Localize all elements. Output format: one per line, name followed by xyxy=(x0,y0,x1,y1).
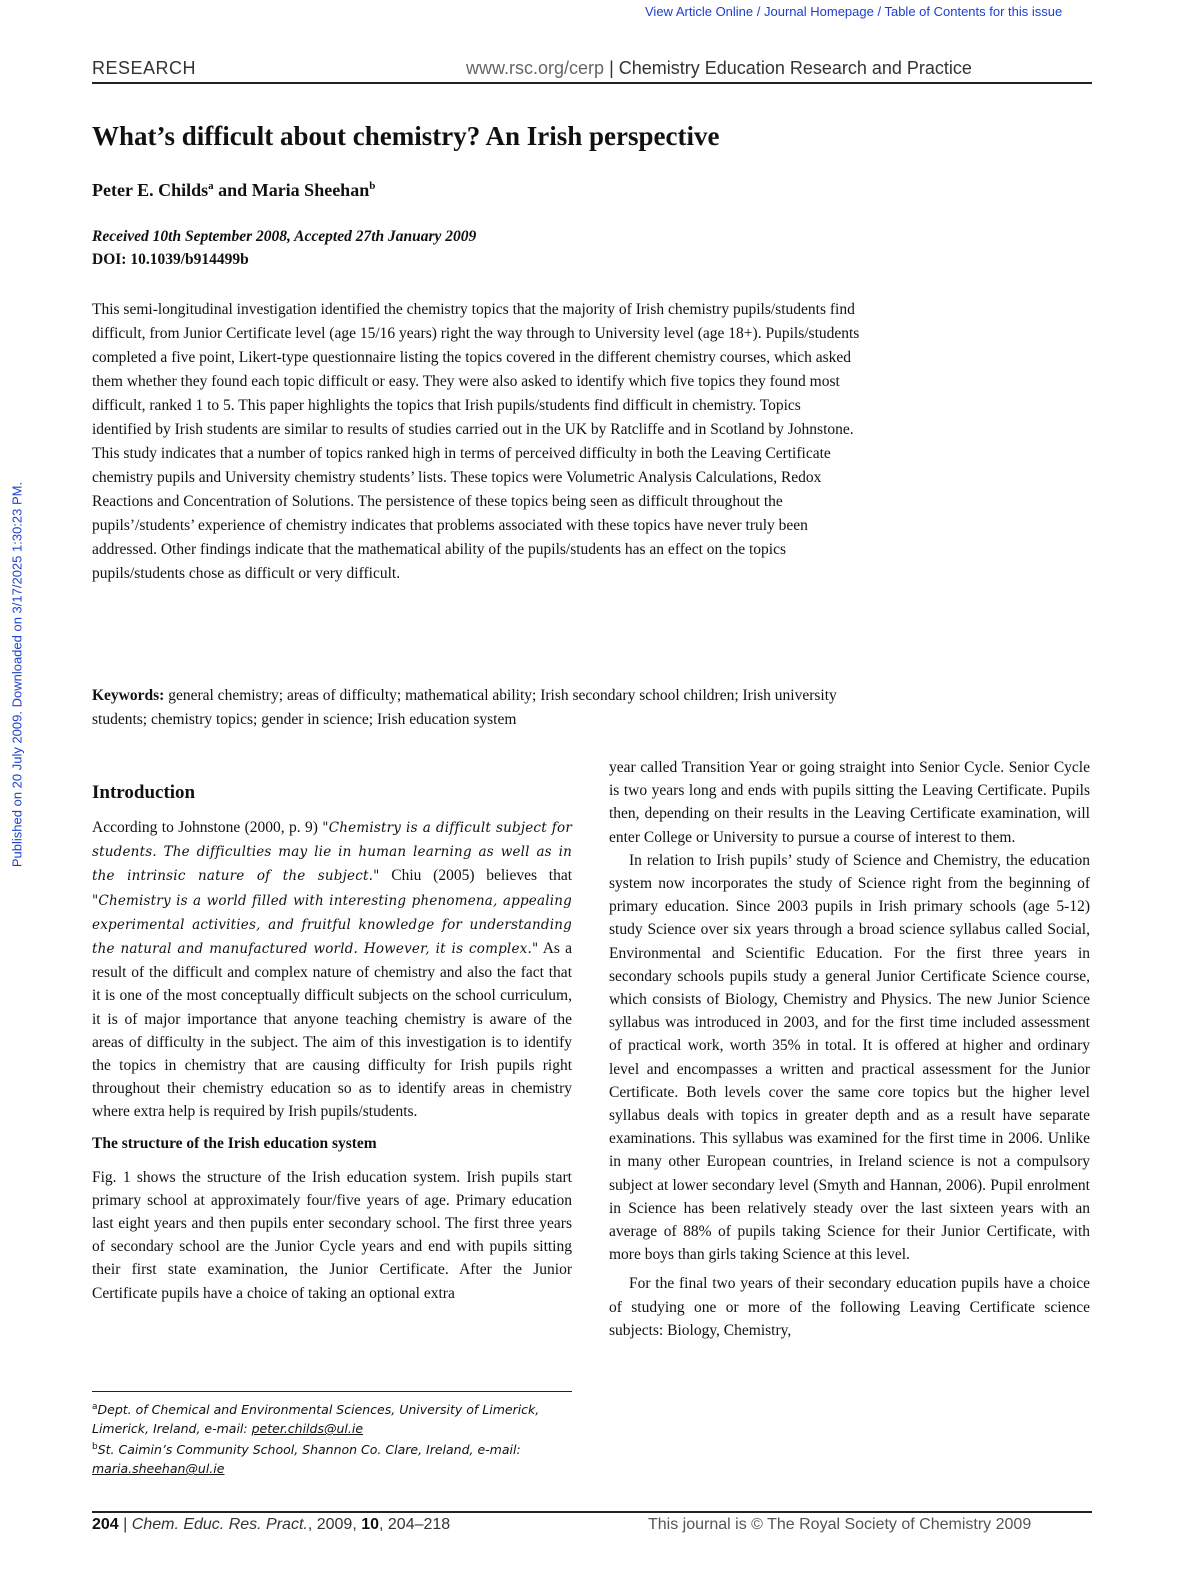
body-paragraph: year called Transition Year or going straight into Senior Cycle. Senior Cycle is two years long and ends with pupils sitting the Leaving Certificate. Pupils then, depending on their results in the Leaving Certificate examination, will enter College or University to pursue a course of interest to them. xyxy=(609,759,1090,846)
footer-separator: | xyxy=(123,1516,128,1533)
citation-journal: Chem. Educ. Res. Pract. xyxy=(131,1516,308,1533)
footer-copyright: This journal is © The Royal Society of Chemistry 2009 xyxy=(648,1516,1032,1533)
chiu-quote: "Chemistry is a world filled with interesting phenomena, appealing experimental activities, and fruitful knowledge for understanding the natural and manufactured world. However, it is complex." xyxy=(92,892,572,958)
footer-citation xyxy=(92,1516,450,1534)
page-number: 204 xyxy=(92,1516,119,1533)
journal-url[interactable]: www.rsc.org/cerp xyxy=(466,58,605,78)
abstract: This semi-longitudinal investigation identified the chemistry topics that the majority of Irish chemistry pupils/students find difficult, from Junior Certificate level (age 15/16 years) right the way through to University level (age 18+). Pupils/students completed a five point, Likert-type questionnaire listing the topics covered in the different chemistry courses, which asked them whether they found each topic difficult or easy. They were also asked to identify which five topics they found most difficult, ranked 1 to 5. This paper highlights the topics that Irish pupils/students find difficult in chemistry. Topics identified by Irish students are similar to results of studies carried out in the UK by Ratcliffe and in Scotland by Johnstone. This study indicates that a number of topics ranked high in terms of perceived difficulty in both the Leaving Certificate chemistry pupils and University chemistry students’ lists. These topics were Volumetric Analysis Calculations, Redox Reactions and Concentration of Solutions. The persistence of these topics being seen as difficult throughout the pupils’/students’ experience of chemistry indicates that problems associated with these topics have never truly been addressed. Other findings indicate that the mathematical ability of the pupils/students has an effect on the topics pupils/students chose as difficult or very difficult. xyxy=(92,301,860,582)
intro-text: According to Johnstone (2000, p. 9) xyxy=(92,819,323,836)
citation-volume: 10 xyxy=(361,1516,379,1533)
view-article-online-link[interactable]: View Article Online xyxy=(645,4,754,19)
footnote-text: Dept. of Chemical and Environmental Sciences, University of Limerick, Limerick, Ireland, e-mail: xyxy=(92,1402,540,1437)
citation-year: , 2009, xyxy=(307,1516,362,1533)
top-links xyxy=(645,4,1062,19)
footnote-b xyxy=(92,1438,572,1478)
journal-header xyxy=(466,58,972,79)
citation-pages: , 204–218 xyxy=(379,1516,451,1533)
introduction-paragraph xyxy=(92,816,572,1124)
author-name: Peter E. Childs xyxy=(92,180,209,200)
structure-heading: The structure of the Irish education system xyxy=(92,1134,377,1152)
body-paragraph: In relation to Irish pupils’ study of Science and Chemistry, the education system now incorporates the study of Science right from the beginning of primary education. Since 2003 pupils in Irish primary schools (age 5-12) study Science over six years through a broad science syllabus called Social, Environmental and Scientific Education. For the first three years in secondary schools pupils study a general Junior Certificate Science course, which consists of Biology, Chemistry and Physics. The new Junior Science syllabus was introduced in 2003, and for the first time included assessment of practical work, worth 35% in total. It is offered at higher and ordinary level and encompasses a written and practical assessment for the Junior Certificate. Both levels cover the same core topics but the higher level syllabus deals with topics in greater depth and as a result have separate examinations. This syllabus was examined for the first time in 2006. Unlike in many other European countries, in Ireland science is not a compulsory subject at lower secondary level (Smyth and Hannan, 2006). Pupil enrolment in Science has been relatively steady over the last sixteen years with an average of 88% of pupils taking Science for their Junior Certificate, with more boys than girls taking Science at this level. xyxy=(609,851,1090,1264)
affiliation-marker: a xyxy=(208,180,214,192)
footnote-marker: b xyxy=(92,1442,98,1453)
footnote-marker: a xyxy=(92,1402,98,1412)
link-separator: / xyxy=(873,4,885,19)
received-dates: Received 10th September 2008, Accepted 27th January 2009 xyxy=(92,228,477,245)
table-of-contents-link[interactable]: Table of Contents for this issue xyxy=(884,4,1063,19)
footnote-a xyxy=(92,1398,572,1438)
email-link[interactable]: peter.childs@ul.ie xyxy=(251,1421,364,1437)
keywords-label: Keywords: xyxy=(92,687,165,704)
footnote-rule xyxy=(92,1391,572,1392)
affiliation-footnotes xyxy=(92,1398,572,1478)
author-name: Maria Sheehan xyxy=(251,180,370,200)
introduction-heading: Introduction xyxy=(92,782,196,803)
journal-name: Chemistry Education Research and Practice xyxy=(618,58,972,78)
keywords xyxy=(92,684,862,732)
header-rule xyxy=(92,82,1092,84)
affiliation-marker: b xyxy=(369,180,376,192)
email-link[interactable]: maria.sheehan@ul.ie xyxy=(92,1461,225,1477)
structure-paragraph: Fig. 1 shows the structure of the Irish education system. Irish pupils start primary school at approximately four/five years of age. Primary education last eight years and then pupils enter secondary school. The first three years of secondary school are the Junior Cycle years and end with pupils sitting their first state examination, the Junior Certificate. After the Junior Certificate pupils have a choice of taking an optional extra xyxy=(92,1168,572,1302)
intro-text: Chiu (2005) believes that xyxy=(379,867,573,885)
body-paragraph: For the final two years of their secondary education pupils have a choice of studying one or more of the following Leaving Certificate science subjects: Biology, Chemistry, xyxy=(609,1275,1090,1339)
footer-rule xyxy=(92,1511,1092,1513)
johnstone-quote: "Chemistry is a difficult subject for students. The difficulties may lie in human learning as well as in the intrinsic nature of the subject." xyxy=(92,820,572,885)
section-label: RESEARCH xyxy=(92,58,197,78)
author-conjunction: and xyxy=(213,180,252,200)
journal-homepage-link[interactable]: Journal Homepage xyxy=(764,4,874,19)
author-list xyxy=(92,180,375,201)
intro-text: As a result of the difficult and complex nature of chemistry and also the fact that it is one of the most conceptually difficult subjects on the school curriculum, it is of major importance that anyone teaching chemistry is aware of the areas of difficulty in the subject. The aim of this investigation is to identify the topics in chemistry that are causing difficulty for Irish pupils right throughout their chemistry education so as to identify areas in chemistry where extra help is required by Irish pupils/students. xyxy=(92,940,572,1121)
footnote-text: St. Caimin’s Community School, Shannon Co. Clare, Ireland, e-mail: xyxy=(97,1442,521,1458)
link-separator: / xyxy=(753,4,764,19)
article-title: What’s difficult about chemistry? An Irish perspective xyxy=(92,121,720,151)
keywords-list: general chemistry; areas of difficulty; mathematical ability; Irish secondary school children; Irish university students; chemistry topics; gender in science; Irish education system xyxy=(92,687,837,728)
doi: DOI: 10.1039/b914499b xyxy=(92,251,249,268)
right-column xyxy=(609,756,1090,1342)
header-separator: | xyxy=(609,58,614,78)
download-watermark: Published on 20 July 2009. Downloaded on 3/17/2025 1:30:23 PM. xyxy=(9,481,25,868)
left-column xyxy=(92,780,572,1305)
